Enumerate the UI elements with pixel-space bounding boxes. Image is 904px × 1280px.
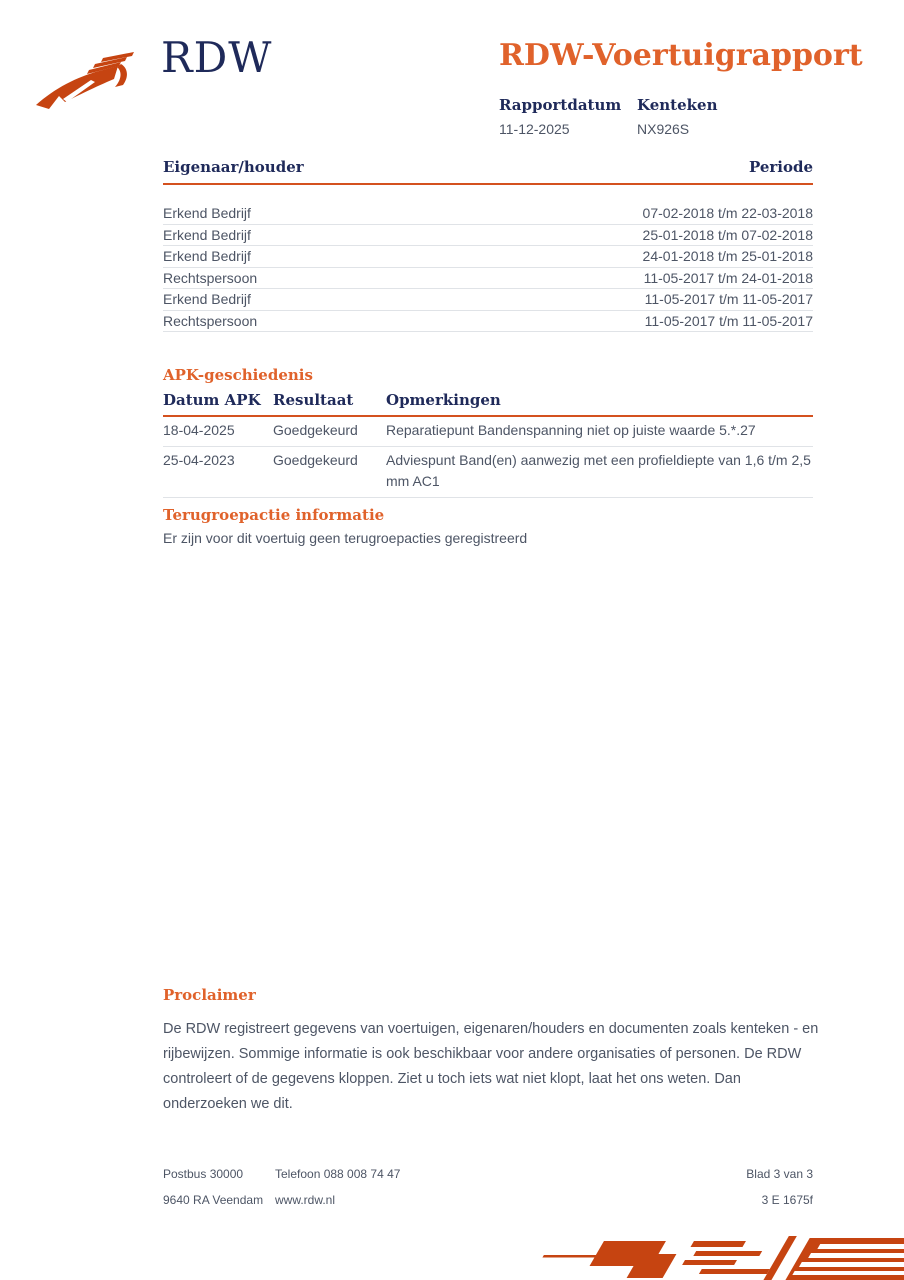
report-date-label: Rapportdatum: [499, 96, 622, 114]
apk-result-cell: Goedgekeurd: [273, 422, 358, 438]
owner-cell: Rechtspersoon: [163, 269, 258, 286]
owner-table-body: [163, 203, 813, 332]
proclaimer-heading: Proclaimer: [163, 986, 256, 1004]
rdw-wordmark: RDW: [161, 33, 273, 82]
apk-remark-cell: Reparatiepunt Bandenspanning niet op juiste waarde 5.*.27: [386, 422, 756, 438]
page-title: RDW-Voertuigrapport: [499, 38, 863, 73]
table-row: [163, 268, 813, 290]
apk-column-opmerkingen: Opmerkingen: [386, 391, 501, 409]
report-date-block: [499, 96, 637, 137]
apk-table-header: [163, 391, 813, 417]
recall-section: [163, 506, 813, 546]
period-cell: 11-05-2017 t/m 11-05-2017: [644, 291, 813, 308]
recall-heading: Terugroepactie informatie: [163, 506, 385, 524]
apk-remark-cell: Adviespunt Band(en) aanwezig met een profieldiepte van 1,6 t/m 2,5 mm AC1: [386, 451, 811, 490]
owner-column-header: Eigenaar/houder: [163, 158, 304, 176]
period-column-header: Periode: [748, 158, 813, 176]
table-row: [163, 203, 813, 225]
apk-result-cell: Goedgekeurd: [273, 451, 358, 468]
report-date-value: 11-12-2025: [499, 121, 570, 137]
period-cell: 07-02-2018 t/m 22-03-2018: [642, 205, 813, 222]
license-plate-block: [637, 96, 775, 137]
owner-cell: Erkend Bedrijf: [163, 205, 251, 222]
apk-column-resultaat: Resultaat: [273, 391, 354, 409]
apk-history-section: [163, 366, 813, 498]
recall-text: Er zijn voor dit voertuig geen terugroepacties geregistreerd: [163, 530, 528, 546]
owner-history-section: [163, 158, 813, 332]
table-row: [163, 311, 813, 333]
table-row: [163, 417, 813, 447]
owner-table-header: [163, 158, 813, 185]
apk-date-cell: 25-04-2023: [163, 451, 235, 468]
license-plate-label: Kenteken: [637, 96, 718, 114]
footer-phone: Telefoon 088 008 74 47: [275, 1167, 401, 1181]
table-row: [163, 246, 813, 268]
footer-address-line1: Postbus 30000: [163, 1167, 244, 1181]
period-cell: 24-01-2018 t/m 25-01-2018: [642, 248, 813, 265]
apk-heading: APK-geschiedenis: [163, 366, 313, 384]
proclaimer-section: [163, 986, 819, 1117]
footer-address-line2: 9640 RA Veendam: [163, 1193, 264, 1207]
apk-column-datum: Datum APK: [163, 391, 261, 409]
speed-stripes-graphic: [514, 1234, 904, 1280]
period-cell: 25-01-2018 t/m 07-02-2018: [642, 226, 813, 243]
license-plate-value: NX926S: [637, 121, 690, 137]
period-cell: 11-05-2017 t/m 11-05-2017: [644, 312, 813, 329]
rdw-wing-logo-icon: [33, 52, 148, 114]
footer-doc-code: 3 E 1675f: [761, 1193, 813, 1207]
table-row: [163, 225, 813, 247]
page-footer: [163, 1167, 813, 1207]
proclaimer-text: De RDW registreert gegevens van voertuigen, eigenaren/houders en documenten zoals kenteken - en rijbewijzen. Sommige informatie is ook beschikbaar voor andere organisaties of personen. De RDW controleert of de gegevens kloppen. Ziet u toch iets wat niet klopt, laat het ons weten. Dan onderzoeken we dit.: [163, 1021, 819, 1112]
period-cell: 11-05-2017 t/m 24-01-2018: [643, 269, 813, 286]
owner-cell: Erkend Bedrijf: [163, 226, 251, 243]
owner-cell: Erkend Bedrijf: [163, 291, 251, 308]
footer-page-info: Blad 3 van 3: [746, 1167, 813, 1181]
footer-website: www.rdw.nl: [275, 1193, 336, 1207]
table-row: [163, 289, 813, 311]
owner-cell: Rechtspersoon: [163, 312, 258, 329]
table-row: [163, 447, 813, 498]
owner-cell: Erkend Bedrijf: [163, 248, 251, 265]
apk-date-cell: 18-04-2025: [163, 422, 235, 438]
report-meta: [499, 96, 775, 137]
